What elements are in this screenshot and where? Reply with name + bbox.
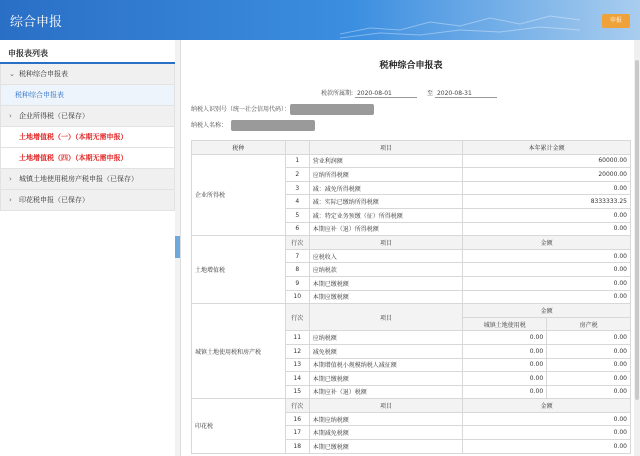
row-no: 1: [285, 154, 309, 168]
row-property-value: 0.00: [547, 331, 631, 345]
row-property-value: 0.00: [547, 358, 631, 372]
app-title: 综合申报: [10, 15, 63, 30]
row-no: 14: [285, 372, 309, 386]
col-header-amount: 金额: [463, 304, 631, 318]
report-title: 税种综合申报表: [379, 61, 443, 71]
row-value: 0.00: [463, 276, 631, 290]
taxpayer-name-label: 纳税人名称：: [191, 122, 228, 129]
col-header-land-tax: 城镇土地使用税: [463, 317, 547, 331]
row-no: 12: [285, 344, 309, 358]
col-header-item: 项目: [309, 141, 463, 155]
taxpayer-id-row: [191, 104, 374, 115]
col-header-item: 项目: [309, 236, 463, 250]
row-no: 16: [285, 412, 309, 426]
col-header-ytd: 本年累计金额: [463, 141, 631, 155]
sidebar-item-comprehensive-group[interactable]: [0, 64, 175, 85]
sidebar-item-lvat-4[interactable]: [0, 148, 175, 169]
tax-summary-table: [191, 140, 631, 454]
row-no: 10: [285, 290, 309, 304]
row-no: 2: [285, 168, 309, 182]
period-end-field: 2020-08-31: [435, 90, 497, 98]
tax-name-stamp: 印花税: [192, 399, 286, 453]
row-no: 7: [285, 249, 309, 263]
period-to-label: 至: [427, 90, 434, 97]
chevron-right-icon: ›: [9, 175, 12, 183]
col-header-row: 行次: [285, 304, 309, 331]
row-no: 9: [285, 276, 309, 290]
col-header-row: [285, 141, 309, 155]
sidebar-item-stamp[interactable]: [0, 190, 175, 211]
col-header-row: 行次: [285, 399, 309, 413]
row-value: 0.00: [463, 208, 631, 222]
row-item: 本期应补（退）税额: [309, 385, 463, 399]
row-item: 本期增值税小规模纳税人减征额: [309, 358, 463, 372]
tax-name-land-property: 城镇土地使用税和房产税: [192, 304, 286, 399]
row-value: 0.00: [463, 263, 631, 277]
row-item: 营业利润额: [309, 154, 463, 168]
row-item: 减：实际已缴纳所得税额: [309, 195, 463, 209]
row-value: 60000.00: [463, 154, 631, 168]
row-land-value: 0.00: [463, 385, 547, 399]
sidebar: [0, 40, 175, 456]
row-value: 8333333.25: [463, 195, 631, 209]
row-land-value: 0.00: [463, 372, 547, 386]
sidebar-item-label: 印花税申报（已保存）: [19, 196, 89, 204]
taxpayer-id-redacted: [290, 104, 374, 115]
row-no: 17: [285, 426, 309, 440]
row-value: 0.00: [463, 412, 631, 426]
scrollbar-thumb[interactable]: [635, 60, 639, 400]
row-property-value: 0.00: [547, 344, 631, 358]
report-panel: [180, 40, 640, 456]
row-value: 0.00: [463, 181, 631, 195]
col-header-row: 行次: [285, 236, 309, 250]
row-no: 13: [285, 358, 309, 372]
row-no: 4: [285, 195, 309, 209]
tax-name-lvat: 土地增值税: [192, 236, 286, 304]
row-item: 应纳税款: [309, 263, 463, 277]
period-start-field: 2020-08-01: [355, 90, 417, 98]
sidebar-item-label: 税种综合申报表: [19, 70, 68, 78]
row-value: 0.00: [463, 249, 631, 263]
col-header-tax: 税种: [192, 141, 286, 155]
sidebar-item-label: 企业所得税（已保存）: [19, 112, 89, 120]
sidebar-item-comprehensive[interactable]: [0, 85, 175, 106]
sidebar-item-lvat-1[interactable]: [0, 127, 175, 148]
col-header-item: 项目: [309, 399, 463, 413]
table-row: [192, 154, 631, 168]
row-value: 0.00: [463, 426, 631, 440]
row-item: 应税收入: [309, 249, 463, 263]
col-header-item: 项目: [309, 304, 463, 331]
sidebar-item-label: 土地增值税（一）（本期无需申报）: [19, 133, 128, 141]
period-label: 税款所属期:: [321, 90, 354, 97]
row-value: 0.00: [463, 440, 631, 454]
row-item: 本期减免税额: [309, 426, 463, 440]
row-no: 8: [285, 263, 309, 277]
row-item: 本期已缴税额: [309, 372, 463, 386]
row-no: 18: [285, 440, 309, 454]
row-value: 0.00: [463, 222, 631, 236]
sidebar-item-label: 城镇土地使用税房产税申报（已保存）: [19, 175, 138, 183]
great-wall-decoration: [340, 0, 580, 40]
sidebar-item-cit[interactable]: [0, 106, 175, 127]
row-item: 减：特定业务预缴（征）所得税额: [309, 208, 463, 222]
row-item: 减免税额: [309, 344, 463, 358]
row-no: 11: [285, 331, 309, 345]
sidebar-item-label: 土地增值税（四）（本期无需申报）: [19, 154, 128, 162]
sidebar-title: 申报表列表: [0, 40, 175, 64]
chevron-down-icon: ⌄: [9, 70, 15, 78]
col-header-property-tax: 房产税: [547, 317, 631, 331]
table-section-header: [192, 399, 631, 413]
row-item: 本期应补（退）所得税额: [309, 222, 463, 236]
row-value: 0.00: [463, 290, 631, 304]
row-land-value: 0.00: [463, 331, 547, 345]
row-item: 应纳所得税额: [309, 168, 463, 182]
row-item: 本期已缴税额: [309, 276, 463, 290]
tax-name-cit: 企业所得税: [192, 154, 286, 236]
table-section-header: [192, 236, 631, 250]
row-no: 6: [285, 222, 309, 236]
taxpayer-id-label: 纳税人识别号（统一社会信用代码）：: [191, 106, 291, 113]
period-start: [321, 88, 417, 98]
sidebar-item-label: 税种综合申报表: [15, 91, 64, 99]
table-header-row: [192, 141, 631, 155]
row-value: 20000.00: [463, 168, 631, 182]
row-land-value: 0.00: [463, 344, 547, 358]
row-no: 5: [285, 208, 309, 222]
app-header: [0, 0, 640, 40]
col-header-amount: 金额: [463, 399, 631, 413]
period-end: [427, 88, 497, 98]
table-section-header: [192, 304, 631, 318]
row-item: 应纳税额: [309, 331, 463, 345]
row-item: 本期应缴税额: [309, 290, 463, 304]
sidebar-item-land-property[interactable]: [0, 169, 175, 190]
row-property-value: 0.00: [547, 385, 631, 399]
chevron-right-icon: ›: [9, 112, 12, 120]
row-no: 3: [285, 181, 309, 195]
row-no: 15: [285, 385, 309, 399]
row-item: 减：减免所得税额: [309, 181, 463, 195]
chevron-right-icon: ›: [9, 196, 12, 204]
declare-button[interactable]: 申报: [602, 14, 630, 28]
row-property-value: 0.00: [547, 372, 631, 386]
taxpayer-name-redacted: [231, 120, 315, 131]
row-land-value: 0.00: [463, 358, 547, 372]
row-item: 本期应纳税额: [309, 412, 463, 426]
main-scrollbar[interactable]: [634, 40, 640, 456]
row-item: 本期已缴税额: [309, 440, 463, 454]
col-header-amount: 金额: [463, 236, 631, 250]
taxpayer-name-row: [191, 120, 315, 131]
